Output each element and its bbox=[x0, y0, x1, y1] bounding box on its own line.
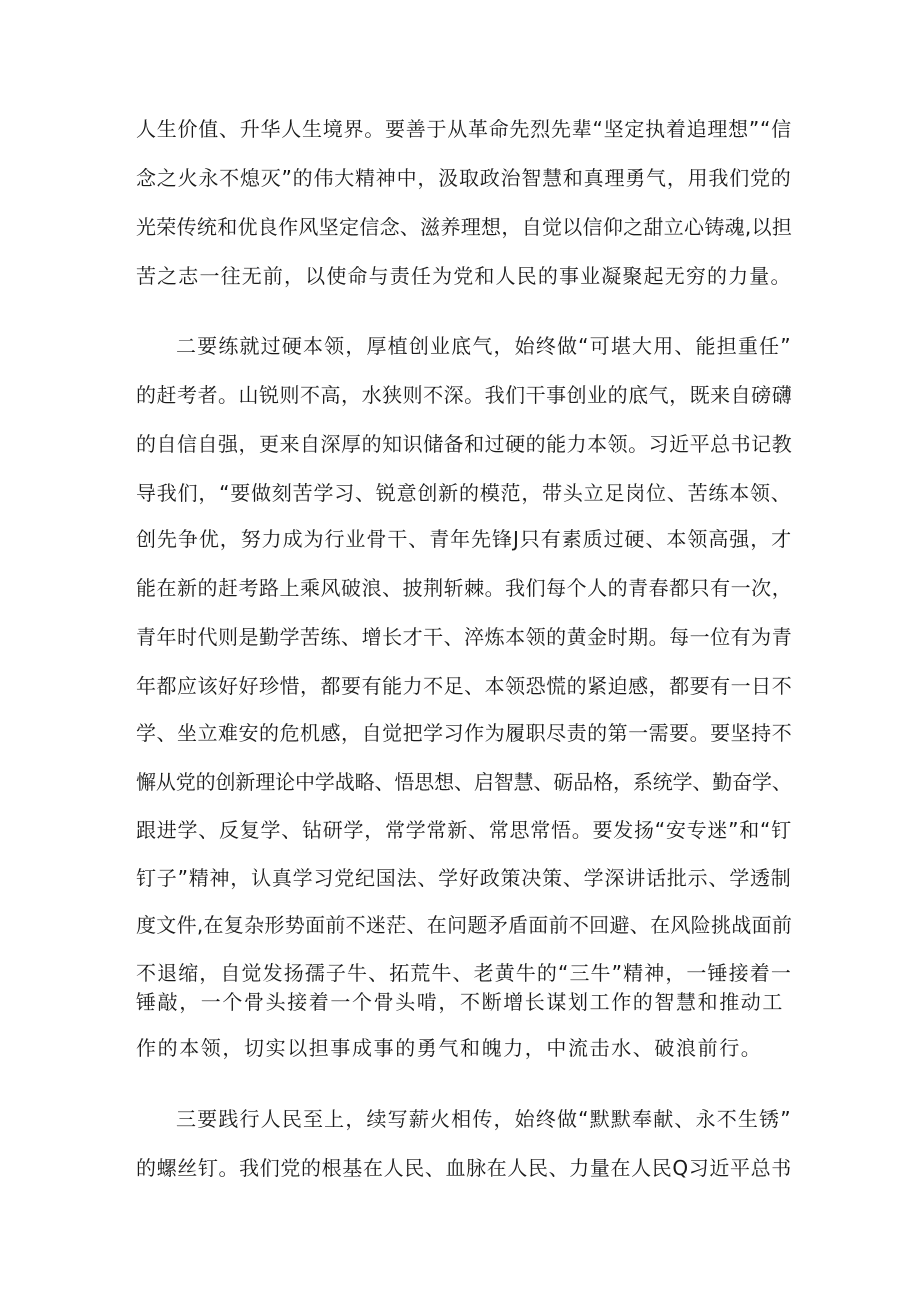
paragraph-2-line-12: 钉子”精神，认真学习党纪国法、学好政策决策、学深讲话批示、学透制 bbox=[136, 866, 792, 890]
paragraph-2-line-9: 学、坐立难安的危机感，自觉把学习作为履职尽责的第一需要。要坚持不 bbox=[136, 721, 793, 745]
paragraph-1-line-4: 苦之志一往无前，以使命与责任为党和人民的事业凝聚起无穷的力量。 bbox=[136, 264, 792, 288]
paragraph-2-line-4: 导我们，“要做刻苦学习、锐意创新的模范，带头立足岗位、苦练本领、 bbox=[136, 481, 792, 505]
paragraph-1-line-3: 光荣传统和优良作风坚定信念、滋养理想，自觉以信仰之甜立心铸魂,以担 bbox=[136, 215, 793, 239]
paragraph-2-line-2: 的赶考者。山锐则不高，水狭则不深。我们干事创业的底气，既来自磅礴 bbox=[136, 383, 793, 407]
paragraph-2-line-16: 作的本领，切实以担事成事的勇气和魄力，中流击水、破浪前行。 bbox=[136, 1036, 763, 1060]
paragraph-1-line-2: 念之火永不熄灭”的伟大精神中，汲取政治智慧和真理勇气，用我们党的 bbox=[136, 166, 792, 190]
paragraph-2-line-1: 二要练就过硬本领，厚植创业底气，始终做“可堪大用、能担重任” bbox=[176, 334, 792, 358]
paragraph-2-line-10: 懈从党的创新理论中学战略、悟思想、启智慧、砺品格，系统学、勤奋学、 bbox=[136, 770, 792, 794]
paragraph-2-line-8: 年都应该好好珍惜，都要有能力不足、本领恐慌的紧迫感，都要有一日不 bbox=[136, 674, 793, 698]
paragraph-2-line-6: 能在新的赶考路上乘风破浪、披荆斩棘。我们每个人的青春都只有一次， bbox=[136, 576, 793, 600]
paragraph-2-line-7: 青年时代则是勤学苦练、增长才干、淬炼本领的黄金时期。每一位有为青 bbox=[136, 625, 793, 649]
paragraph-2-line-13: 度文件,在复杂形势面前不迷茫、在问题矛盾面前不回避、在风险挑战面前 bbox=[136, 913, 793, 937]
paragraph-1-line-1: 人生价值、升华人生境界。要善于从革命先烈先辈“坚定执着追理想”“信 bbox=[136, 117, 792, 141]
paragraph-2-line-3: 的自信自强，更来自深厚的知识储备和过硬的能力本领。习近平总书记教 bbox=[136, 432, 793, 456]
paragraph-2-line-15: 锤敲，一个骨头接着一个骨头啃，不断增长谋划工作的智慧和推动工 bbox=[136, 990, 784, 1014]
paragraph-3-line-2: 的螺丝钉。我们党的根基在人民、血脉在人民、力量在人民Q习近平总书 bbox=[136, 1156, 792, 1180]
paragraph-2-line-11: 跟进学、反复学、钻研学，常学常新、常思常悟。要发扬“安专迷”和“钉 bbox=[136, 818, 792, 842]
paragraph-3-line-1: 三要践行人民至上，续写薪火相传，始终做“默默奉献、永不生锈” bbox=[176, 1107, 792, 1131]
paragraph-2-line-5: 创先争优，努力成为行业骨干、青年先锋J只有素质过硬、本领高强，才 bbox=[136, 527, 793, 551]
paragraph-2-line-14: 不退缩，自觉发扬孺子牛、拓荒牛、老黄牛的“三牛”精神，一锤接着一 bbox=[136, 961, 792, 985]
